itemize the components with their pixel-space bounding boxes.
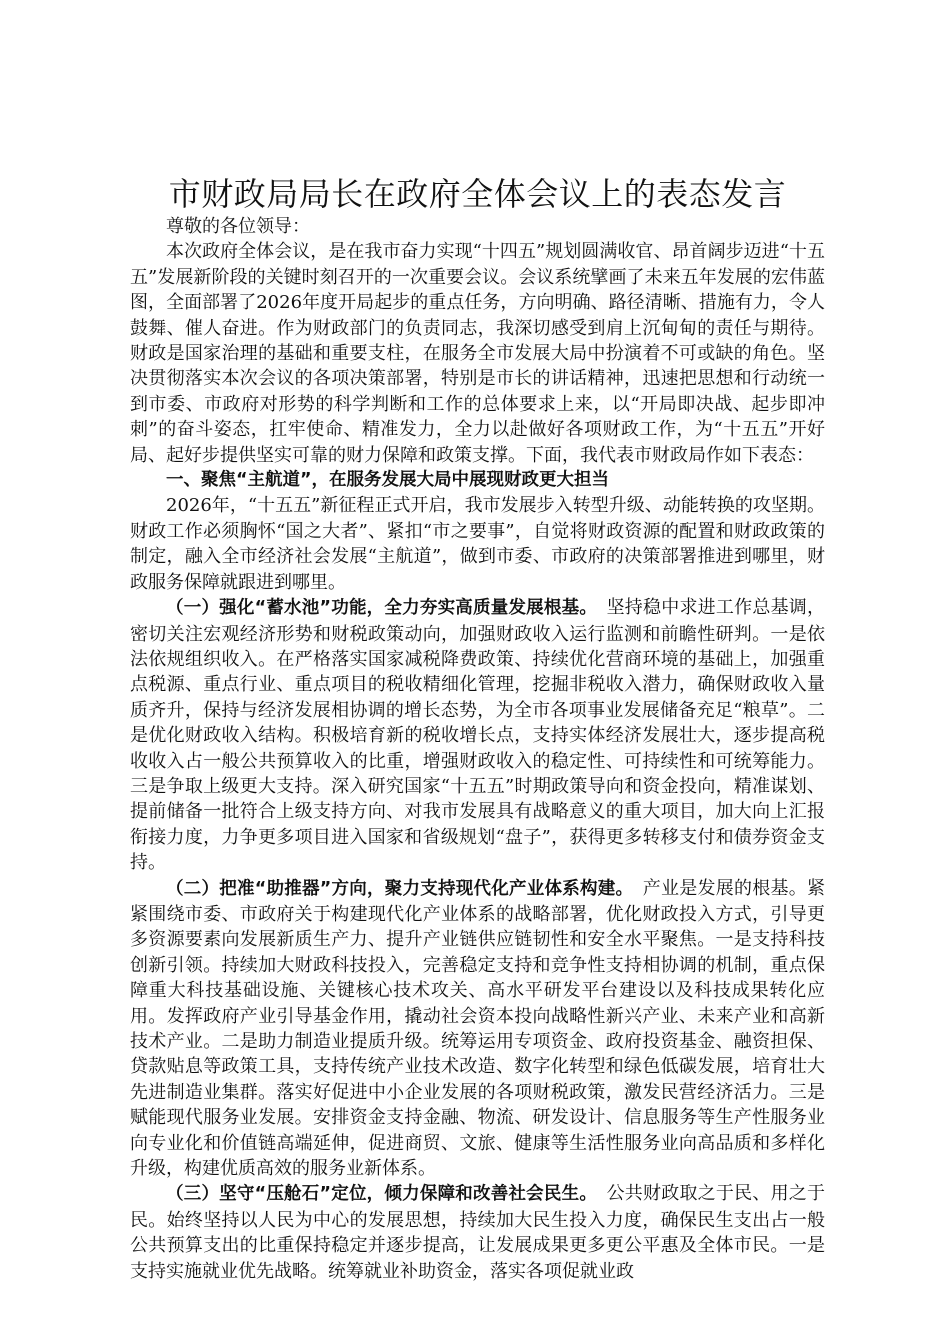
section-paragraph-1: 2026年，“十五五”新征程正式开启，我市发展步入转型升级、动能转换的攻坚期。财政工作必须胸怀“国之大者”、紧扣“市之要事”，自觉将财政资源的配置和财政政策的制定，融入全市经济社会发展“主航道”，做到市委、市政府的决策部署推进到哪里，财政服务保障就跟进到哪里。	[130, 495, 825, 593]
section-heading-1: 一、聚焦“主航道”，在服务发展大局中展现财政更大担当	[166, 470, 610, 491]
item-body-3: 公共财政取之于民、用之于民。始终坚持以人民为中心的发展思想，持续加大民生投入力度，确保民生支出占一般公共预算支出的比重保持稳定并逐步提高，让发展成果更多更公平惠及全体市民。一是支持实施就业优先战略。统筹就业补助资金，落实各项促就业政	[130, 1183, 826, 1282]
intro-paragraph: 本次政府全体会议，是在我市奋力实现“十四五”规划圆满收官、昂首阔步迈进“十五五”发展新阶段的关键时刻召开的一次重要会议。会议系统擘画了未来五年发展的宏伟蓝图，全面部署了2026年度开局起步的重点任务，方向明确、路径清晰、措施有力，令人鼓舞、催人奋进。作为财政部门的负责同志，我深切感受到肩上沉甸甸的责任与期待。财政是国家治理的基础和重要支柱，在服务全市发展大局中扮演着不可或缺的角色。坚决贯彻落实本次会议的各项决策部署，特别是市长的讲话精神，迅速把思想和行动统一到市委、市政府对形势的科学判断和工作的总体要求上来，以“开局即决战、起步即冲刺”的奋斗姿态，扛牢使命、精准发力，全力以赴做好各项财政工作，为“十五五”开好局、起好步提供坚实可靠的财力保障和政策支撑。下面，我代表市财政局作如下表态：	[130, 241, 825, 466]
page-title: 市财政局局长在政府全体会议上的表态发言	[168, 175, 787, 213]
item-body-2: 产业是发展的根基。紧紧围绕市委、市政府关于构建现代化产业体系的战略部署，优化财政投入方式，引导更多资源要素向发展新质生产力、提升产业链供应链韧性和安全水平聚焦。一是支持科技创新引领。持续加大财政科技投入，完善稳定支持和竞争性支持相协调的机制，重点保障重大科技基础设施、关键核心技术攻关、高水平研发平台建设以及科技成果转化应用。发挥政府产业引导基金作用，撬动社会资本投向战略性新兴产业、未来产业和高新技术产业。二是助力制造业提质升级。统筹运用专项资金、政府投资基金、融资担保、贷款贴息等政策工具，支持传统产业技术改造、数字化转型和绿色低碳发展，培育壮大先进制造业集群。落实好促进中小企业发展的各项财税政策，激发民营经济活力。三是赋能现代服务业发展。安排资金支持金融、物流、研发设计、信息服务等生产性服务业向专业化和价值链高端延伸，促进商贸、文旅、健康等生活性服务业向高品质和多样化升级，构建优质高效的服务业新体系。	[130, 877, 825, 1180]
item-paragraph-3	[130, 1181, 825, 1284]
item-lead-3: （三）坚守“压舱石”定位，倾力保障和改善社会民生。	[166, 1184, 589, 1205]
item-lead-1: （一）强化“蓄水池”功能，全力夯实高质量发展根基。	[166, 598, 589, 619]
item-paragraph-1	[130, 595, 825, 875]
item-body-1: 坚持稳中求进工作总基调，密切关注宏观经济形势和财税政策动向，加强财政收入运行监测和前瞻性研判。一是依法依规组织收入。在严格落实国家减税降费政策、持续优化营商环境的基础上，加强重点税源、重点行业、重点项目的税收精细化管理，挖掘非税收入潜力，确保财政收入量质齐升，保持与经济发展相协调的增长态势，为全市各项事业发展储备充足“粮草”。二是优化财政收入结构。积极培育新的税收增长点，支持实体经济发展壮大，逐步提高税收收入占一般公共预算收入的比重，增强财政收入的稳定性、可持续性和可统筹能力。三是争取上级更大支持。深入研究国家“十五五”时期政策导向和资金投向，精准谋划、提前储备一批符合上级支持方向、对我市发展具有战略意义的重大项目，加大向上汇报衔接力度，力争更多项目进入国家和省级规划“盘子”，获得更多转移支付和债券资金支持。	[130, 597, 826, 874]
greeting: 尊敬的各位领导：	[166, 216, 310, 237]
document-body	[130, 170, 825, 1284]
item-paragraph-2	[130, 876, 825, 1182]
item-lead-2: （二）把准“助推器”方向，聚力支持现代化产业体系构建。	[166, 878, 625, 899]
